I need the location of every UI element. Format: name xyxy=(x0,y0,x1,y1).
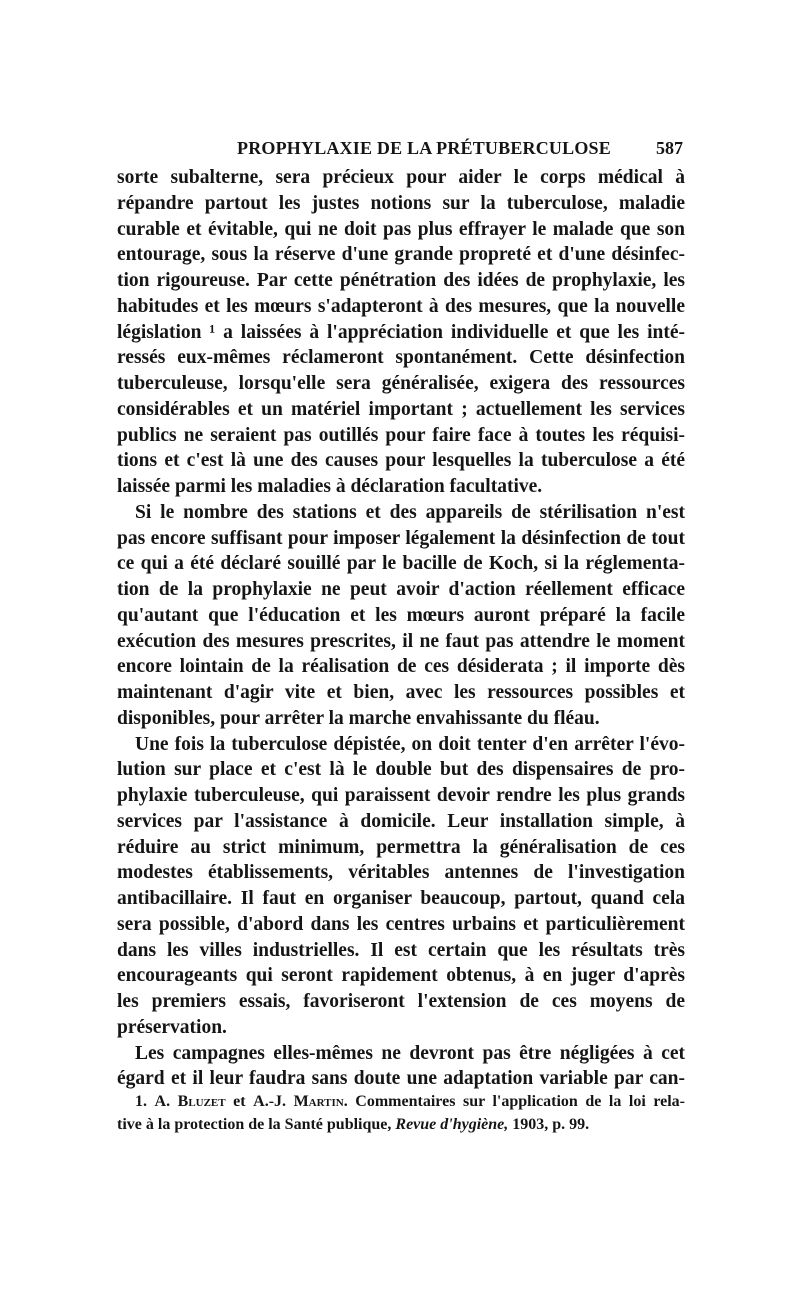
footnote-journal: Revue d'hygiène, xyxy=(395,1116,509,1133)
page-number: 587 xyxy=(656,138,683,158)
text-line: Si le nombre des stations et des appareils de stérilisation n'est xyxy=(135,501,685,523)
text-line: considérables et un matériel important ; actuellement les services xyxy=(117,398,685,420)
text-line: Une fois la tuberculose dépistée, on doit tenter d'en arrêter l'évo- xyxy=(135,733,685,755)
text-line: législation ¹ a laissées à l'appréciation individuelle et que les inté- xyxy=(117,321,685,343)
running-title: PROPHYLAXIE DE LA PRÉTUBERCULOSE xyxy=(237,138,611,158)
footnote-conjunction: et xyxy=(233,1093,246,1110)
text-line: répandre partout les justes notions sur la tuberculose, maladie xyxy=(117,192,685,214)
text-line: dans les villes industrielles. Il est certain que les résultats très xyxy=(117,939,685,961)
text-line: Les campagnes elles-mêmes ne devront pas être négligées à cet xyxy=(135,1042,685,1064)
text-line: encourageants qui seront rapidement obtenus, à en juger d'après xyxy=(117,965,685,987)
text-line: phylaxie tuberculeuse, qui paraissent devoir rendre les plus grands xyxy=(117,785,685,806)
footnote-author: A.-J. Martin. xyxy=(253,1093,348,1110)
text-line: ressés eux-mêmes réclameront spontanément. Cette désinfection xyxy=(117,347,685,369)
page-header xyxy=(117,138,685,162)
footnote-author: A. Bluzet xyxy=(154,1093,226,1110)
text-line: égard et il leur faudra sans doute une adaptation variable par can- xyxy=(117,1068,685,1090)
text-line: services par l'assistance à domicile. Leur installation simple, à xyxy=(117,810,685,832)
text-line: modestes établissements, véritables antennes de l'investigation xyxy=(117,862,685,884)
footnote-reference: 1903, p. 99. xyxy=(512,1116,590,1133)
footnote-text: Commentaires sur l'application de la loi rela- xyxy=(355,1093,685,1110)
footnotes xyxy=(117,1090,685,1136)
text-line: tuberculeuse, lorsqu'elle sera généralisée, exigera des ressources xyxy=(117,373,685,394)
text-line: qu'autant que l'éducation et les mœurs auront préparé la facile xyxy=(117,604,685,626)
text-line: ce qui a été déclaré souillé par le bacille de Koch, si la réglementa- xyxy=(117,553,685,575)
text-line: exécution des mesures prescrites, il ne faut pas attendre le moment xyxy=(117,630,685,652)
text-line: curable et évitable, qui ne doit pas plus effrayer le malade que son xyxy=(117,218,685,240)
text-line: préservation. xyxy=(117,1016,227,1038)
text-line: encore lointain de la réalisation de ces désiderata ; il importe dès xyxy=(117,656,685,678)
text-line: habitudes et les mœurs s'adapteront à des mesures, que la nouvelle xyxy=(117,295,685,317)
text-line: les premiers essais, favoriseront l'extension de ces moyens de xyxy=(117,991,685,1012)
footnote-text: tive à la protection de la Santé publique, xyxy=(117,1116,392,1133)
text-line: sera possible, d'abord dans les centres urbains et particulièrement xyxy=(117,913,685,935)
text-line: tion de la prophylaxie ne peut avoir d'action réellement efficace xyxy=(117,579,685,600)
text-line: antibacillaire. Il faut en organiser beaucoup, partout, quand cela xyxy=(117,888,685,909)
text-line: entourage, sous la réserve d'une grande propreté et d'une désinfec- xyxy=(117,244,685,266)
text-line: sorte subalterne, sera précieux pour aider le corps médical à xyxy=(117,167,685,188)
text-line: réduire au strict minimum, permettra la généralisation de ces xyxy=(117,836,685,858)
text-line: tion rigoureuse. Par cette pénétration des idées de prophylaxie, les xyxy=(117,270,685,291)
text-line: pas encore suffisant pour imposer légalement la désinfection de tout xyxy=(117,527,685,549)
text-line: lution sur place et c'est là le double but des dispensaires de pro- xyxy=(117,759,685,781)
text-line: disponibles, pour arrêter la marche envahissante du fléau. xyxy=(117,707,600,729)
text-line: tions et c'est là une des causes pour lesquelles la tuberculose a été xyxy=(117,450,685,472)
body-text xyxy=(117,165,685,1092)
text-line: maintenant d'agir vite et bien, avec les ressources possibles et xyxy=(117,682,685,703)
footnote-line xyxy=(117,1090,685,1113)
footnote-number: 1. xyxy=(135,1093,147,1110)
text-line: publics ne seraient pas outillés pour faire face à toutes les réquisi- xyxy=(117,424,685,446)
footnote-line xyxy=(117,1113,685,1136)
text-line: laissée parmi les maladies à déclaration facultative. xyxy=(117,476,543,497)
